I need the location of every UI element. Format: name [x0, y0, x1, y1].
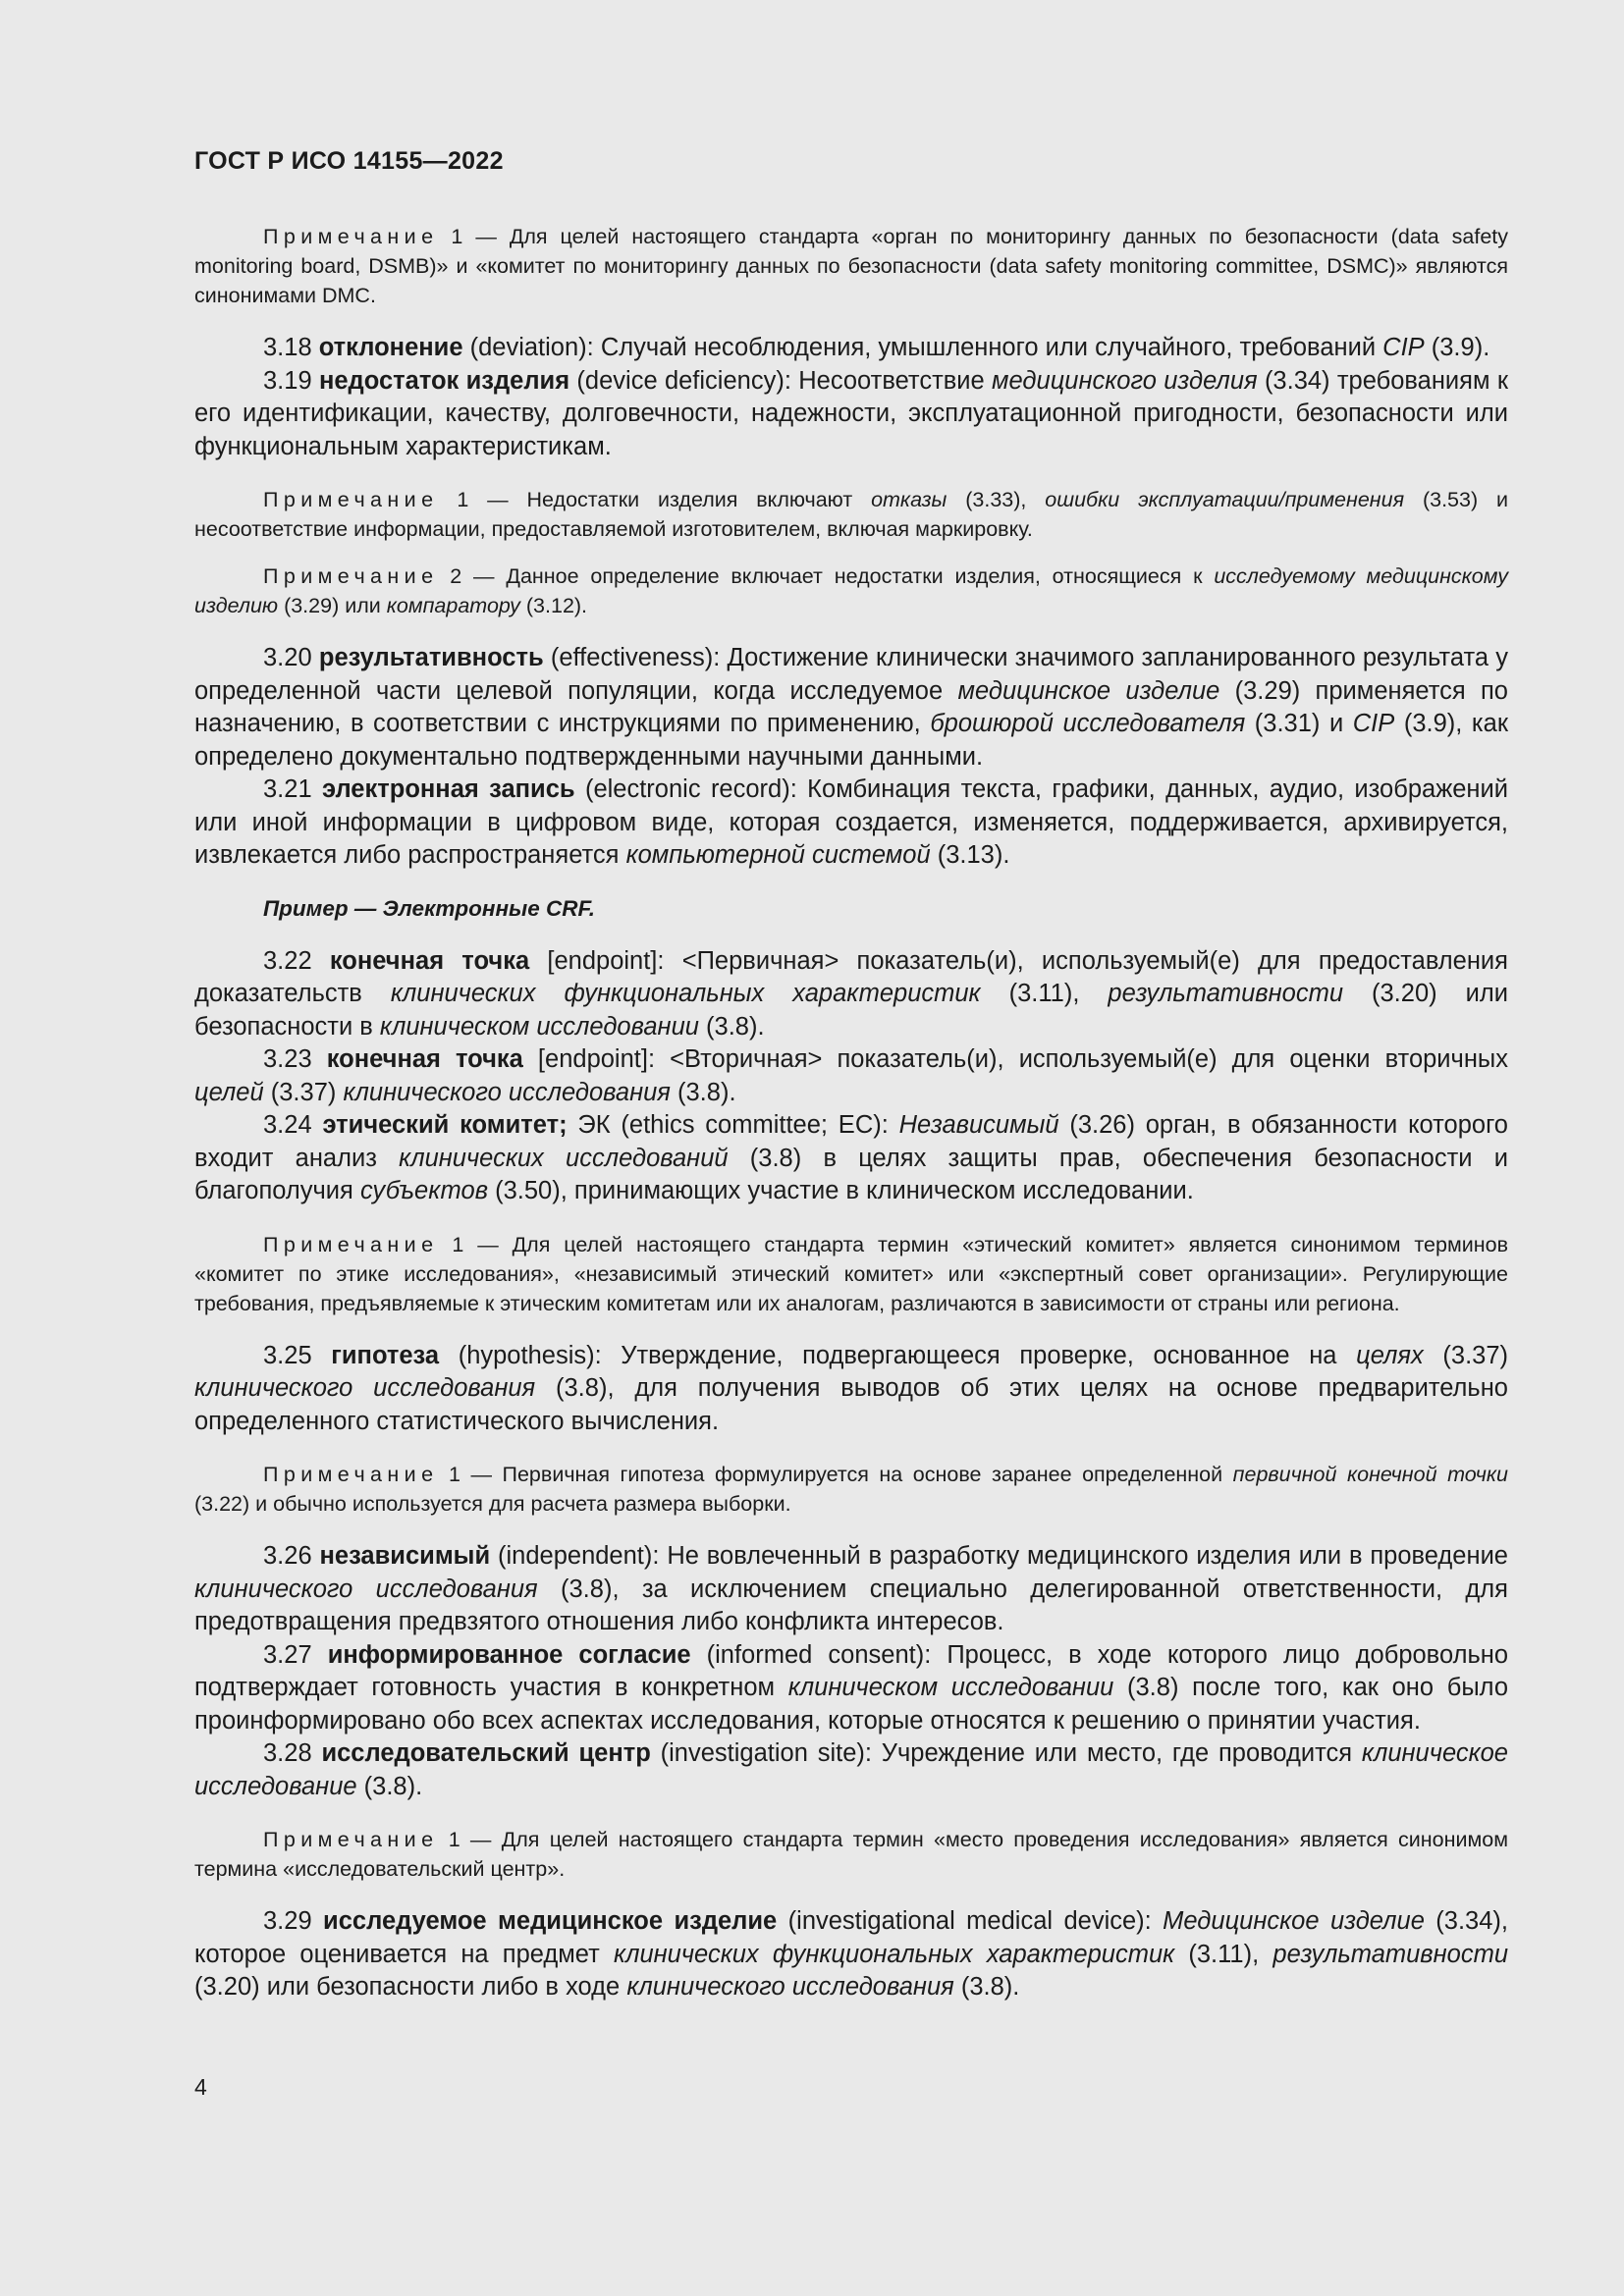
term-reference: медицинское изделие: [957, 676, 1220, 705]
term-reference: CIP: [1352, 710, 1395, 737]
text-run: 2 — Данное определение включает недостатки изделия, относящиеся к: [438, 564, 1215, 588]
term-reference: клинических функциональных характеристик: [614, 1940, 1175, 1968]
text-run: (investigation site): Учреждение или место, где проводится: [650, 1739, 1362, 1767]
text-run: [endpoint]: <Вторичная> показатель(и), используемый(е) для оценки вторичных: [522, 1045, 1508, 1073]
text-run: (3.34), которое оценивается на предмет: [194, 1907, 1508, 1968]
text-run: (3.33),: [947, 488, 1046, 511]
term-definition: [194, 1639, 1508, 1738]
paragraph-gap: [194, 1208, 1508, 1230]
text-run: (electronic record): Комбинация текста, графики, данных, аудио, изображений или иной информации в цифровом виде, которая создается, изменяется, поддерживается, архивируется, извлекается либо распространяется: [194, 775, 1509, 869]
term-name: исследуемое медицинское изделие: [323, 1907, 778, 1935]
term-reference: клиническое исследование: [194, 1739, 1508, 1800]
text-run: 3.28: [263, 1739, 322, 1767]
text-run: (3.50), принимающих участие в клиническом исследовании.: [488, 1177, 1194, 1204]
paragraph-gap: [194, 1803, 1508, 1825]
term-reference: первичной конечной точки: [1232, 1463, 1508, 1486]
note-paragraph: [194, 485, 1508, 544]
paragraph-gap: [194, 1519, 1508, 1540]
text-run: 3.24: [263, 1111, 323, 1139]
term-reference: целей: [194, 1078, 264, 1106]
text-run: (3.8).: [698, 1012, 765, 1041]
term-definition: [194, 1540, 1508, 1639]
paragraph-gap: [194, 1318, 1508, 1340]
text-run: (3.8).: [356, 1772, 423, 1800]
term-reference: ошибки эксплуатации/применения: [1045, 488, 1405, 511]
text-run: 3.25: [263, 1341, 332, 1369]
text-run: [endpoint]: <Первичная> показатель(и), используемый(е) для предоставления доказательств: [194, 946, 1508, 1007]
term-definition: [194, 642, 1508, 774]
note-paragraph: [194, 1460, 1508, 1519]
term-definition: [194, 365, 1508, 464]
term-name: информированное согласие: [327, 1640, 691, 1669]
term-name: конечная точка: [326, 1045, 523, 1073]
term-name: электронная запись: [322, 775, 575, 803]
text-run: (3.13).: [930, 841, 1010, 869]
term-name: недостаток изделия: [318, 366, 570, 395]
text-run: 3.27: [263, 1640, 328, 1669]
text-run: 3.20: [263, 644, 319, 671]
text-run: (3.11),: [1174, 1940, 1273, 1968]
text-run: ЭК (ethics committee; EC):: [567, 1111, 899, 1139]
text-run: 1 — Первичная гипотеза формулируется на основе заранее определенной: [438, 1463, 1233, 1486]
text-run: (deviation): Случай несоблюдения, умышленного или случайного, требований: [462, 334, 1383, 361]
term-name: конечная точка: [329, 946, 530, 975]
term-name: результативность: [318, 644, 544, 671]
text-run: (3.8), для получения выводов об этих целях на основе предварительно определенного статистического вычисления.: [194, 1374, 1508, 1435]
term-reference: медицинского изделия: [992, 366, 1258, 395]
text-run: 3.18: [263, 334, 319, 361]
text-run: (3.9).: [1424, 334, 1490, 361]
term-definition: [194, 332, 1508, 365]
text-run: (3.8) после того, как оно было проинформировано обо всех аспектах исследования, которые относятся к решению о принятии участия.: [194, 1674, 1509, 1735]
text-run: 1 — Недостатки изделия включают: [438, 488, 872, 511]
paragraph-gap: [194, 873, 1508, 894]
document-body: [194, 222, 1508, 2004]
term-definition: [194, 1043, 1508, 1109]
term-definition: [194, 945, 1508, 1044]
term-reference: исследуемому медицинскому изделию: [194, 564, 1509, 617]
term-reference: целях: [1356, 1341, 1424, 1369]
term-definition: [194, 1905, 1508, 2004]
note-label: Примечание: [263, 1463, 439, 1486]
text-run: 1 — Для целей настоящего стандарта термин «этический комитет» является синонимом терминов «комитет по этике исследования», «независимый этический комитет» или «экспертный совет организации». Регулирующие требования, предъявляемые к этическим комитетам или их аналогам, различаются в зависимости от страны или региона.: [194, 1232, 1508, 1315]
paragraph-gap: [194, 620, 1508, 642]
paragraph-gap: [194, 544, 1508, 561]
term-reference: клинического исследования: [194, 1575, 538, 1603]
term-reference: клинического исследования: [194, 1374, 536, 1402]
text-run: (hypothesis): Утверждение, подвергающееся проверке, основанное на: [439, 1341, 1357, 1369]
page-number: 4: [194, 2074, 207, 2100]
term-reference: компаратору: [386, 594, 520, 617]
note-label: Примечание: [263, 564, 439, 588]
term-name: гипотеза: [331, 1341, 440, 1369]
text-run: (3.8).: [670, 1078, 736, 1106]
text-run: (3.20) или безопасности в: [194, 980, 1508, 1041]
text-run: (3.22) и обычно используется для расчета размера выборки.: [194, 1492, 791, 1516]
note-paragraph: [194, 222, 1508, 310]
note-label: Примечание: [263, 488, 439, 511]
term-reference: клиническом исследовании: [379, 1012, 699, 1041]
text-run: (effectiveness): Достижение клинически значимого запланированного результата у определенной части целевой популяции, когда исследуемое: [194, 644, 1508, 705]
term-reference: клинического исследования: [626, 1973, 954, 2001]
term-definition: [194, 1737, 1508, 1803]
note-label: Примечание: [263, 225, 439, 248]
text-run: (3.12).: [519, 594, 588, 617]
text-run: 3.23: [263, 1045, 327, 1073]
text-run: (3.8) в целях защиты прав, обеспечения безопасности и благополучия: [194, 1144, 1508, 1204]
text-run: 1 — Для целей настоящего стандарта термин «место проведения исследования» является синонимом термина «исследовательский центр».: [194, 1828, 1508, 1881]
text-run: (3.26) орган, в обязанности которого входит анализ: [194, 1111, 1508, 1172]
term-name: этический комитет;: [322, 1111, 568, 1139]
example-text: Пример — Электронные CRF.: [263, 895, 596, 921]
term-definition: [194, 774, 1508, 873]
text-run: (3.53) и несоответствие информации, предоставляемой изготовителем, включая маркировку.: [194, 488, 1509, 541]
note-paragraph: [194, 1825, 1508, 1884]
note-label: Примечание: [263, 1828, 439, 1851]
paragraph-gap: [194, 1438, 1508, 1460]
term-reference: клинических исследований: [399, 1144, 729, 1172]
term-reference: клинических функциональных характеристик: [390, 980, 981, 1007]
paragraph-gap: [194, 310, 1508, 332]
term-reference: компьютерной системой: [625, 841, 931, 869]
text-run: (device deficiency): Несоответствие: [569, 366, 993, 395]
text-run: 3.26: [263, 1542, 320, 1570]
term-reference: результативности: [1272, 1940, 1509, 1968]
term-reference: результативности: [1108, 980, 1344, 1007]
term-name: исследовательский центр: [321, 1739, 651, 1767]
text-run: (independent): Не вовлеченный в разработку медицинского изделия или в проведение: [490, 1542, 1508, 1570]
text-run: 3.22: [263, 946, 330, 975]
text-run: (3.37): [263, 1078, 344, 1106]
text-run: (informed consent): Процесс, в ходе которого лицо добровольно подтверждает готовность участия в конкретном: [194, 1640, 1508, 1701]
text-run: (3.11),: [980, 980, 1109, 1007]
term-name: отклонение: [318, 334, 463, 361]
text-run: 3.21: [263, 775, 322, 803]
text-run: (3.34) требованиям к его идентификации, качеству, долговечности, надежности, эксплуатационной пригодности, безопасности или функциональным характеристикам.: [194, 366, 1508, 460]
term-definition: [194, 1340, 1508, 1439]
text-run: (3.29) или: [278, 594, 387, 617]
text-run: (3.8).: [953, 1973, 1020, 2001]
text-run: 1 — Для целей настоящего стандарта «орган по мониторингу данных по безопасности (data safety monitoring board, DSMB)» и «комитет по мониторингу данных по безопасности (data safety monitoring committee, DSMC)» являются синонимами DMC.: [194, 225, 1508, 307]
text-run: 3.29: [263, 1907, 324, 1935]
text-run: (investigational medical device):: [777, 1907, 1164, 1935]
term-reference: отказы: [871, 488, 947, 511]
text-run: (3.29) применяется по назначению, в соответствии с инструкциями по применению,: [194, 676, 1508, 737]
paragraph-gap: [194, 1884, 1508, 1905]
text-run: 3.19: [263, 366, 319, 395]
term-name: независимый: [319, 1542, 491, 1570]
term-reference: CIP: [1382, 334, 1425, 361]
term-reference: клиническом исследовании: [787, 1674, 1114, 1701]
text-run: (3.9), как определено документально подтвержденными научными данными.: [194, 710, 1508, 771]
note-paragraph: [194, 1230, 1508, 1318]
text-run: (3.8), за исключением специально делегированной ответственности, для предотвращения предвзятого отношения либо конфликта интересов.: [194, 1575, 1508, 1635]
term-reference: клинического исследования: [343, 1078, 671, 1106]
term-reference: Независимый: [898, 1111, 1059, 1139]
text-run: (3.37): [1423, 1341, 1509, 1369]
paragraph-gap: [194, 463, 1508, 485]
note-paragraph: [194, 561, 1508, 620]
term-reference: брошюрой исследователя: [930, 710, 1246, 737]
paragraph-gap: [194, 924, 1508, 945]
term-reference: субъектов: [359, 1177, 489, 1204]
term-reference: Медицинское изделие: [1163, 1907, 1425, 1935]
note-label: Примечание: [263, 1232, 439, 1256]
document-header: ГОСТ Р ИСО 14155—2022: [194, 147, 504, 175]
text-run: (3.20) или безопасности либо в ходе: [194, 1973, 627, 2001]
text-run: (3.31) и: [1245, 710, 1353, 737]
term-definition: [194, 1109, 1508, 1208]
